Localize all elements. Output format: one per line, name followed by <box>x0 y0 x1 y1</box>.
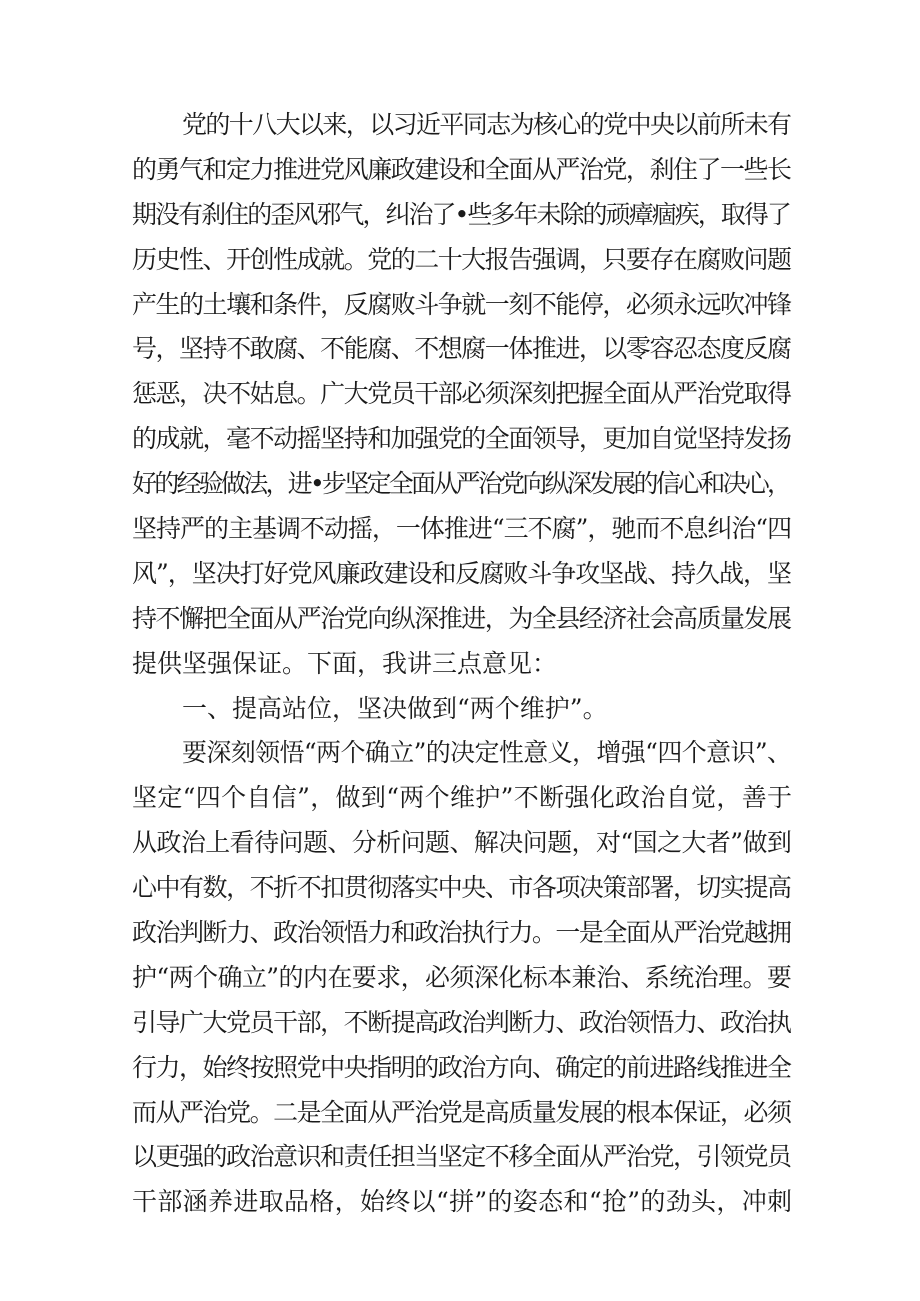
text-line: 从政治上看待问题、分析问题、解决问题，对“国之大者”做到 <box>132 828 792 858</box>
text-line: 历史性、开创性成就。党的二十大报告强调，只要存在腐败问题 <box>132 244 791 274</box>
text-line: 风”，坚决打好党风廉政建设和反腐败斗争攻坚战、持久战，坚 <box>132 558 791 588</box>
text-line: 号，坚持不敢腐、不能腐、不想腐一体推进，以零容忍态度反腐 <box>132 334 791 364</box>
text-line: 惩恶，决不姑息。广大党员干部必须深刻把握全面从严治党取得 <box>132 379 791 409</box>
text-line: 坚定“四个自信”，做到“两个维护”不断强化政治自觉，善于 <box>132 783 792 813</box>
text-line: 干部涵养进取品格，始终以“拼”的姿态和“抢”的劲头，冲刺 <box>132 1187 792 1217</box>
text-line: 期没有刹住的歪风邪气，纠治了•些多年未除的顽瘴痼疾，取得了 <box>132 199 790 229</box>
text-line: 要深刻领悟“两个确立”的决定性意义，增强“四个意识”、 <box>182 738 792 768</box>
text-line: 引导广大党员干部，不断提高政治判断力、政治领悟力、政治执 <box>132 1007 791 1037</box>
text-line: 心中有数，不折不扣贯彻落实中央、市各项决策部署，切实提高 <box>132 873 791 903</box>
text-line: 党的十八大以来，以习近平同志为核心的党中央以前所未有 <box>182 110 791 139</box>
text-line: 护“两个确立”的内在要求，必须深化标本兼治、系统治理。要 <box>132 962 792 992</box>
text-line: 一、提高站位，坚决做到“两个维护”。 <box>182 693 608 723</box>
text-line: 行力，始终按照党中央指明的政治方向、确定的前进路线推进全 <box>132 1052 791 1082</box>
text-line: 而从严治党。二是全面从严治党是高质量发展的根本保证，必须 <box>132 1097 791 1127</box>
text-line: 政治判断力、政治领悟力和政治执行力。一是全面从严治党越拥 <box>132 918 791 948</box>
text-line: 提供坚强保证。下面，我讲三点意见： <box>132 648 558 678</box>
text-line: 好的经验做法，进•步坚定全面从严治党向纵深发展的信心和决心， <box>132 469 790 499</box>
text-line: 的成就，毫不动摇坚持和加强党的全面领导，更加自觉坚持发扬 <box>132 424 791 454</box>
body-text <box>132 103 792 1225</box>
text-line: 持不懈把全面从严治党向纵深推进，为全县经济社会高质量发展 <box>132 603 791 633</box>
text-line: 坚持严的主基调不动摇，一体推进“三不腐”，驰而不息纠治“四 <box>132 514 792 544</box>
text-line: 以更强的政治意识和责任担当坚定不移全面从严治党，引领党员 <box>132 1142 791 1172</box>
text-line: 的勇气和定力推进党风廉政建设和全面从严治党，刹住了一些长 <box>132 154 791 184</box>
text-line: 产生的土壤和条件，反腐败斗争就一刻不能停，必须永远吹冲锋 <box>132 289 791 319</box>
